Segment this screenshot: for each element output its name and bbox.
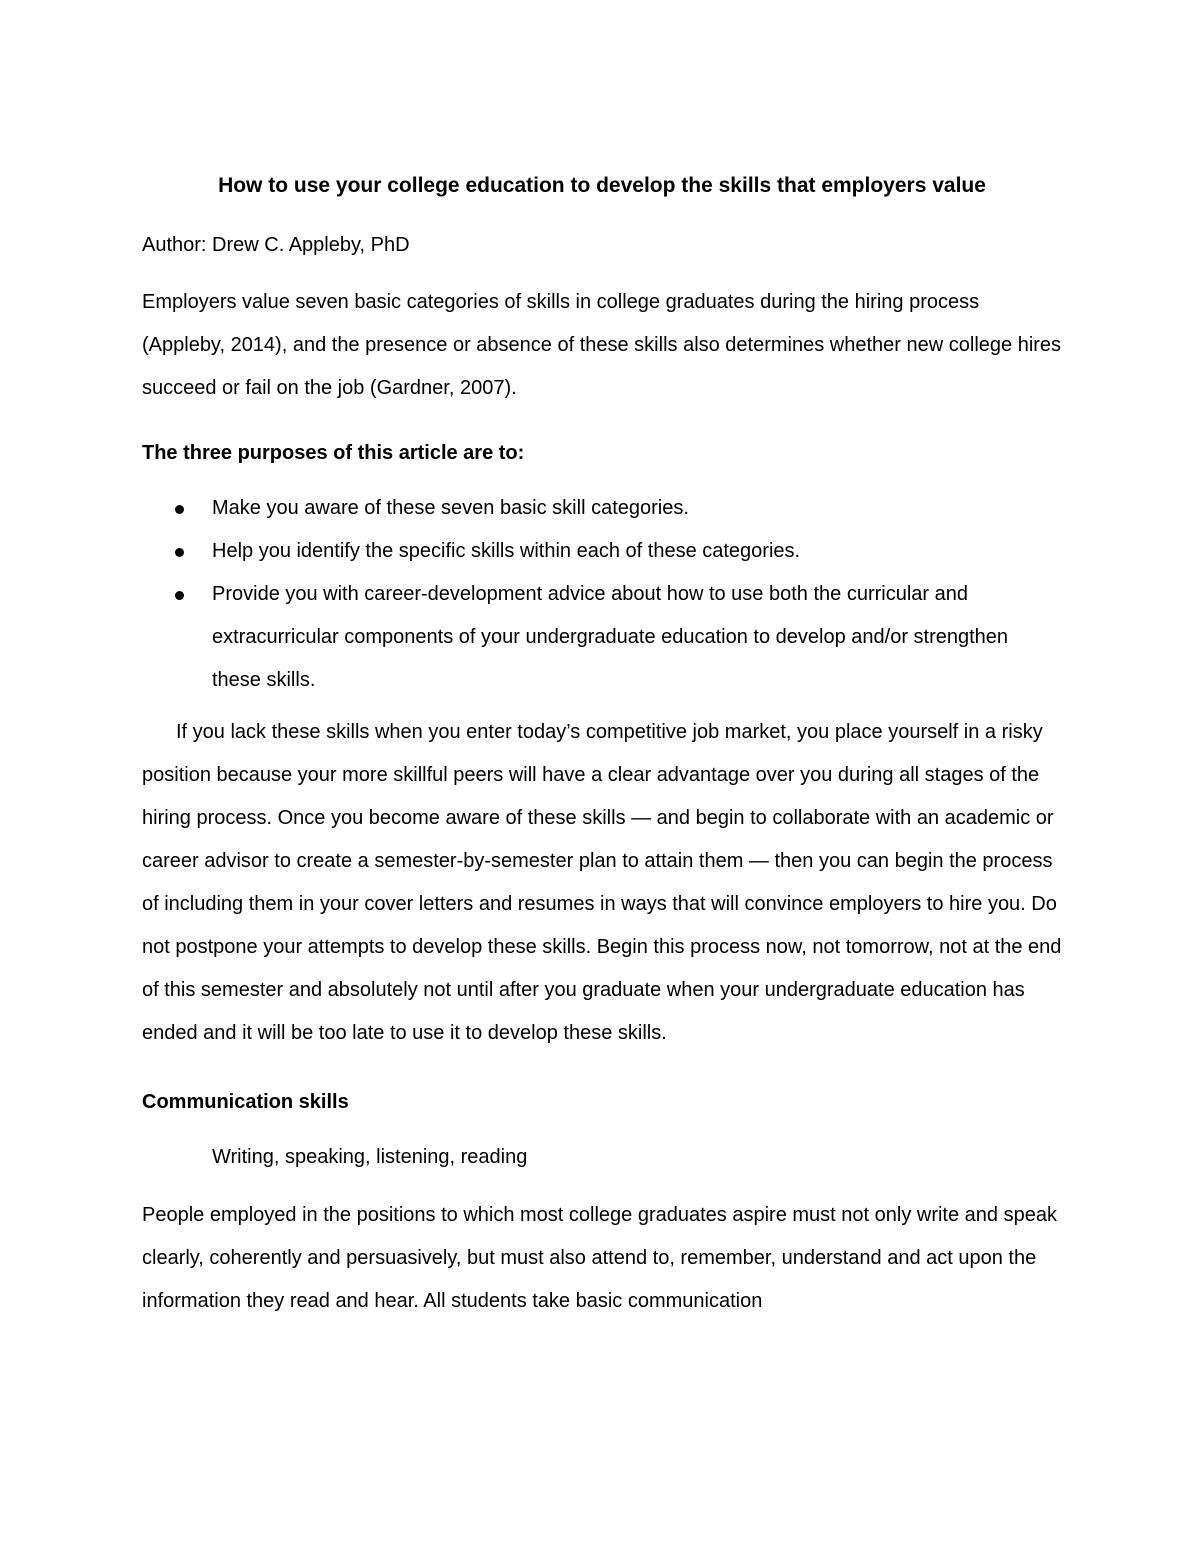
section-paragraph: People employed in the positions to which most college graduates aspire must not only write and speak clearly, coherently and persuasively, but must also attend to, remember, understand and act upon the information they read and hear. All students take basic communication <box>142 1204 1057 1312</box>
document-title: How to use your college education to develop the skills that employers value <box>218 174 986 197</box>
list-item <box>142 487 1062 530</box>
list-item <box>142 573 1062 702</box>
intro-paragraph: Employers value seven basic categories of skills in college graduates during the hiring process (Appleby, 2014), and the presence or absence of these skills also determines whether new college hires succeed or fail on the job (Gardner, 2007). <box>142 291 1062 399</box>
list-item-text: Help you identify the specific skills within each of these categories. <box>212 540 801 562</box>
bullet-icon <box>175 591 184 600</box>
list-item-text: Provide you with career-development advice about how to use both the curricular and extracurricular components of your undergraduate education to develop and/or strengthen these skills. <box>212 583 1009 691</box>
list-item-text: Make you aware of these seven basic skill categories. <box>212 497 689 519</box>
purposes-list <box>142 487 1062 702</box>
bullet-icon <box>175 548 184 557</box>
section-heading: Communication skills <box>142 1091 349 1113</box>
bullet-icon <box>175 505 184 514</box>
document-body <box>142 166 1062 1323</box>
purposes-heading: The three purposes of this article are to: <box>142 442 525 464</box>
list-item <box>142 530 1062 573</box>
author-line: Author: Drew C. Appleby, PhD <box>142 234 410 256</box>
body-paragraph: If you lack these skills when you enter today’s competitive job market, you place yourself in a risky position because your more skillful peers will have a clear advantage over you during all stages of the hiring process. Once you become aware of these skills — and begin to collaborate with an academic or career advisor to create a semester-by-semester plan to attain them — then you can begin the process of including them in your cover letters and resumes in ways that will convince employers to hire you. Do not postpone your attempts to develop these skills. Begin this process now, not tomorrow, not at the end of this semester and absolutely not until after you graduate when your undergraduate education has ended and it will be too late to use it to develop these skills. <box>142 721 1062 1044</box>
section-subheading: Writing, speaking, listening, reading <box>212 1146 528 1168</box>
